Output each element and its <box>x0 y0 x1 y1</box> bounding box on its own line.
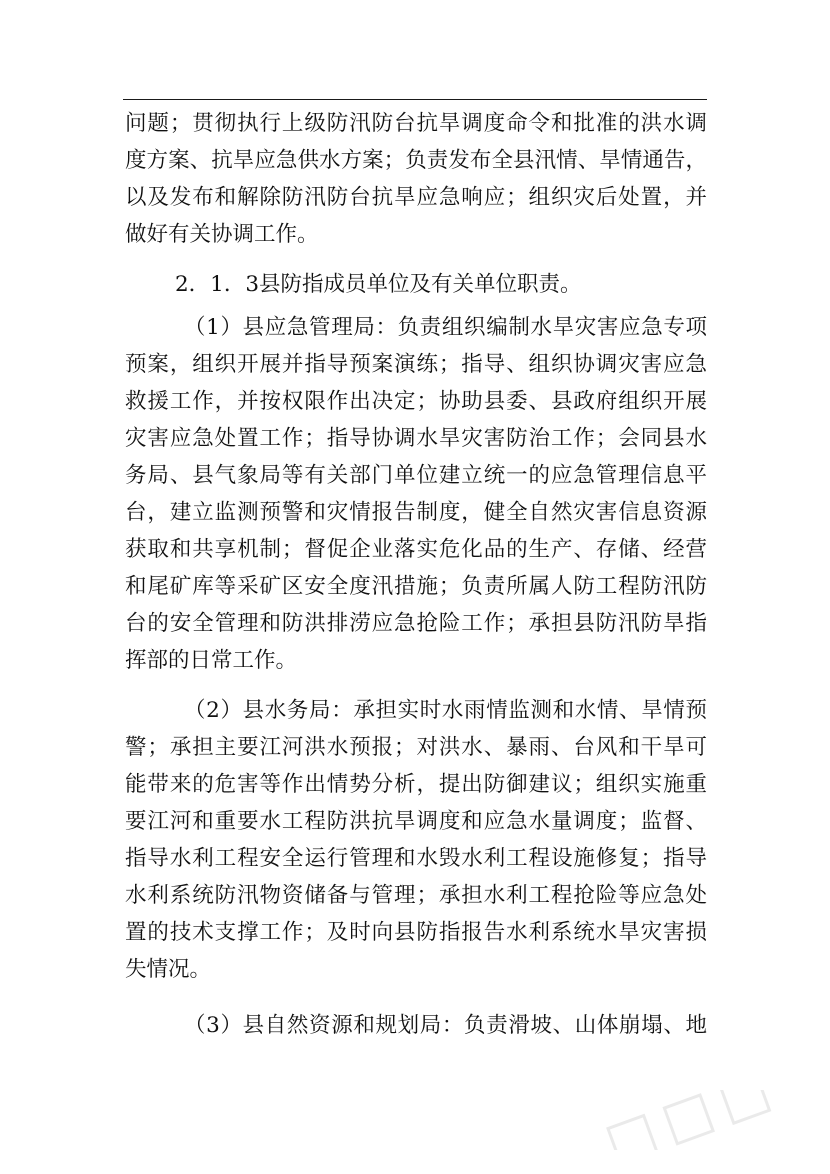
paragraph-line: 度方案、抗旱应急供水方案；负责发布全县汛情、旱情通告， <box>125 148 707 173</box>
paragraph-line: 务局、县气象局等有关部门单位建立统一的应急管理信息平 <box>125 463 707 488</box>
paragraph-line: 置的技术支撑工作；及时向县防指报告水利系统水旱灾害损 <box>125 920 707 945</box>
paragraph-line: （3）县自然资源和规划局：负责滑坡、山体崩塌、地 <box>184 1013 707 1038</box>
paragraph-line: 以及发布和解除防汛防台抗旱应急响应；组织灾后处置，并 <box>125 185 707 210</box>
paragraph-line: 问题；贯彻执行上级防汛防台抗旱调度命令和批准的洪水调 <box>125 111 707 136</box>
paragraph-line: 警；承担主要江河洪水预报；对洪水、暴雨、台风和干旱可 <box>125 735 707 760</box>
paragraph-line: 台，建立监测预警和灾情报告制度，健全自然灾害信息资源 <box>125 500 707 525</box>
paragraph-line: 能带来的危害等作出情势分析，提出防御建议；组织实施重 <box>125 772 707 797</box>
paragraph-line: 水利系统防汛物资储备与管理；承担水利工程抢险等应急处 <box>125 883 707 908</box>
header-rule <box>123 99 707 100</box>
paragraph-line: （1）县应急管理局：负责组织编制水旱灾害应急专项 <box>184 315 707 340</box>
paragraph-line: 灾害应急处置工作；指导协调水旱灾害防治工作；会同县水 <box>125 426 707 451</box>
paragraph-line: 指导水利工程安全运行管理和水毁水利工程设施修复；指导 <box>125 846 707 871</box>
paragraph-line: 失情况。 <box>125 957 212 982</box>
paragraph-line: 和尾矿库等采矿区安全度汛措施；负责所属人防工程防汛防 <box>125 574 707 599</box>
paragraph-line: 救援工作，并按权限作出决定；协助县委、县政府组织开展 <box>125 389 707 414</box>
paragraph-line: 获取和共享机制；督促企业落实危化品的生产、存储、经营 <box>125 537 707 562</box>
paragraph-line: 挥部的日常工作。 <box>125 648 298 673</box>
paragraph-line: （2）县水务局：承担实时水雨情监测和水情、旱情预 <box>184 698 707 723</box>
paragraph-line: 要江河和重要水工程防洪抗旱调度和应急水量调度；监督、 <box>125 809 707 834</box>
paragraph-line: 台的安全管理和防洪排涝应急抢险工作；承担县防汛防旱指 <box>125 611 707 636</box>
section-heading: 2．1．3县防指成员单位及有关单位职责。 <box>175 272 582 297</box>
watermark-logo <box>590 1090 790 1150</box>
paragraph-line: 做好有关协调工作。 <box>125 222 319 247</box>
paragraph-line: 预案，组织开展并指导预案演练；指导、组织协调灾害应急 <box>125 352 707 377</box>
